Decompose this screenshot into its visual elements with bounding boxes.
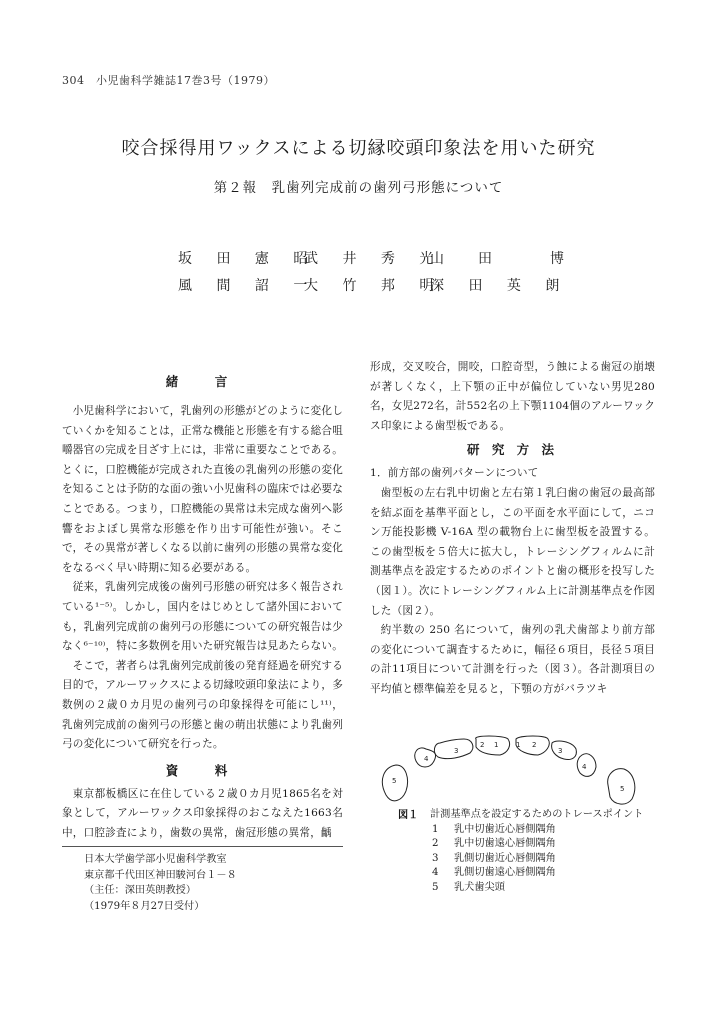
author-name: 大 竹 邦 明 — [304, 278, 444, 294]
caption-item — [398, 881, 658, 896]
caption-item — [398, 866, 658, 881]
tooth-outline — [552, 741, 577, 760]
tooth-marker: 2 — [532, 741, 537, 749]
method-paragraph: 歯型板の左右乳中切歯と左右第１乳臼歯の歯冠の最高部を結ぶ面を基準平面とし，この平面を水平面にして，ニコン万能投影機 V-16A 型の載物台上に歯型板を設置する。この歯型板を５倍大に拡大し，トレーシングフィルムに計測基準点を設定するためのポイントと歯の概形を投写した（図１）。次にトレーシングフィルム上に計測基準点を作図した（図２）。 — [370, 486, 655, 617]
caption-item-number: 2 — [432, 838, 439, 850]
materials-paragraph: 東京都板橋区に在住している２歳０カ月児1865名を対象として，アルーワックス印象採得のおこなえた1663名中，口腔診査により，歯数の異常，歯冠形態の異常，齲 — [62, 787, 343, 839]
tooth-marker: 1 — [516, 741, 521, 749]
tooth-outline — [577, 754, 596, 777]
caption-item-number: 5 — [432, 881, 439, 893]
author-name: 深 田 英 朗 — [430, 278, 570, 294]
figure-caption — [398, 808, 658, 896]
author-name: 山 田 博 — [430, 251, 574, 267]
caption-item-text: 乳側切歯近心唇側隅角 — [454, 852, 556, 864]
paper-subtitle: 第２報 乳歯列完成前の歯列弓形態について — [213, 180, 504, 196]
caption-item-text: 乳中切歯遠心唇側隅角 — [454, 838, 556, 850]
caption-item-text: 乳犬歯尖頭 — [454, 881, 505, 893]
method-paragraph: 約半数の 250 名について，歯列の乳犬歯部より前方部の変化について調査するために，幅径６項目，長径５項目の計11項目について計測を行った（図３）。各計測項目の平均値と標準偏差を見ると，下顎の方がバラツキ — [370, 624, 655, 695]
footnote-line: 日本大学歯学部小児歯科学教室 — [84, 854, 227, 865]
tooth-marker: 5 — [392, 777, 397, 785]
intro-paragraph: 小児歯科学において，乳歯列の形態がどのように変化していくかを知ることは，正常な機能と形態を有する総合咀嚼器官の完成を目ざす上には，非常に重要なことである。とくに，口腔機能が完成された直後の乳歯列の形態の変化を知ることは予防的な面の強い小児歯科の臨床では必要なことである。つまり，口腔機能の異常は未完成な歯列へ影響をおよぼし異常な形態を作り出す可能性が強い。そこで，その異常が著しくなる以前に歯列の形態の異常な変化をなるべく早い時期に知る必要がある。 — [62, 405, 343, 574]
tooth-marker: 3 — [454, 747, 459, 755]
running-header: 304 小児歯科学雑誌17巻3号（1979） — [62, 74, 275, 87]
intro-heading: 緒 言 — [165, 374, 240, 389]
method-heading: 研 究 方 法 — [466, 442, 559, 458]
tooth-marker: 5 — [620, 785, 625, 793]
caption-item-text: 乳中切歯近心唇側隅角 — [454, 823, 556, 835]
author-name: 坂 田 憲 昭 — [178, 251, 318, 267]
author-row — [178, 275, 570, 302]
caption-item — [398, 823, 658, 838]
affiliation-footnote — [84, 852, 354, 914]
figure-caption-text: 計測基準点を設定するためのトレースポイント — [430, 809, 644, 820]
intro-paragraph: そこで，著者らは乳歯列完成前後の発育経過を研究する目的で，アルーワックスによる切縁咬頭印象法により，多数例の２歳０カ月児の歯列弓の印象採得を可能にし¹¹⁾，乳歯列完成前の歯列弓の形態と歯の萌出状態により乳歯列弓の変化について研究を行った。 — [62, 659, 343, 751]
caption-item — [398, 837, 658, 852]
intro-paragraph: 従来，乳歯列完成後の歯列弓形態の研究は多く報告されている¹⁻⁵⁾。しかし，国内をはじめとして諸外国においても，乳歯列完成前の歯列弓の形態についての研究報告は少なく⁶⁻¹⁰⁾，特に多数例を用いた研究報告は見あたらない。 — [62, 581, 343, 653]
tooth-marker: 4 — [582, 763, 587, 771]
caption-item-text: 乳側切歯遠心唇側隅角 — [454, 867, 556, 879]
author-row — [178, 248, 574, 275]
tooth-marker: 3 — [558, 747, 563, 755]
footnote-line: （1979年８月27日受付） — [84, 900, 205, 912]
footnote-rule — [62, 846, 343, 847]
footnote-line: （主任：深田英朗教授） — [84, 885, 197, 897]
caption-item-number: 4 — [432, 867, 439, 879]
tooth-marker: 4 — [424, 755, 429, 763]
method-subheading: 1．前方部の歯列パターンについて — [370, 467, 539, 480]
author-name: 風 間 詔 一 — [178, 278, 318, 294]
footnote-line: 東京都千代田区神田駿河台１－８ — [84, 869, 237, 881]
author-name: 武 井 秀 光 — [304, 251, 444, 267]
author-block — [178, 248, 574, 302]
tooth-marker: 2 — [480, 741, 485, 749]
caption-item-number: 1 — [432, 823, 439, 835]
caption-item-number: 3 — [432, 852, 439, 864]
left-column — [62, 368, 343, 843]
materials-paragraph-cont: 形成，交叉咬合，開咬，口腔奇型，う蝕による歯冠の崩壊が著しくなく，上下顎の正中が偏位していない男児280名，女児272名，計552名の上下顎1104個のアルーワックス印象による歯型板である。 — [370, 361, 655, 432]
paper-title: 咬合採得用ワックスによる切縁咬頭印象法を用いた研究 — [121, 138, 596, 159]
tooth-marker: 1 — [494, 741, 499, 749]
figure-label: 図１ — [398, 809, 419, 821]
figure-caption-head — [398, 808, 658, 823]
right-column — [370, 358, 655, 700]
caption-item — [398, 852, 658, 867]
materials-heading: 資 料 — [165, 762, 240, 778]
